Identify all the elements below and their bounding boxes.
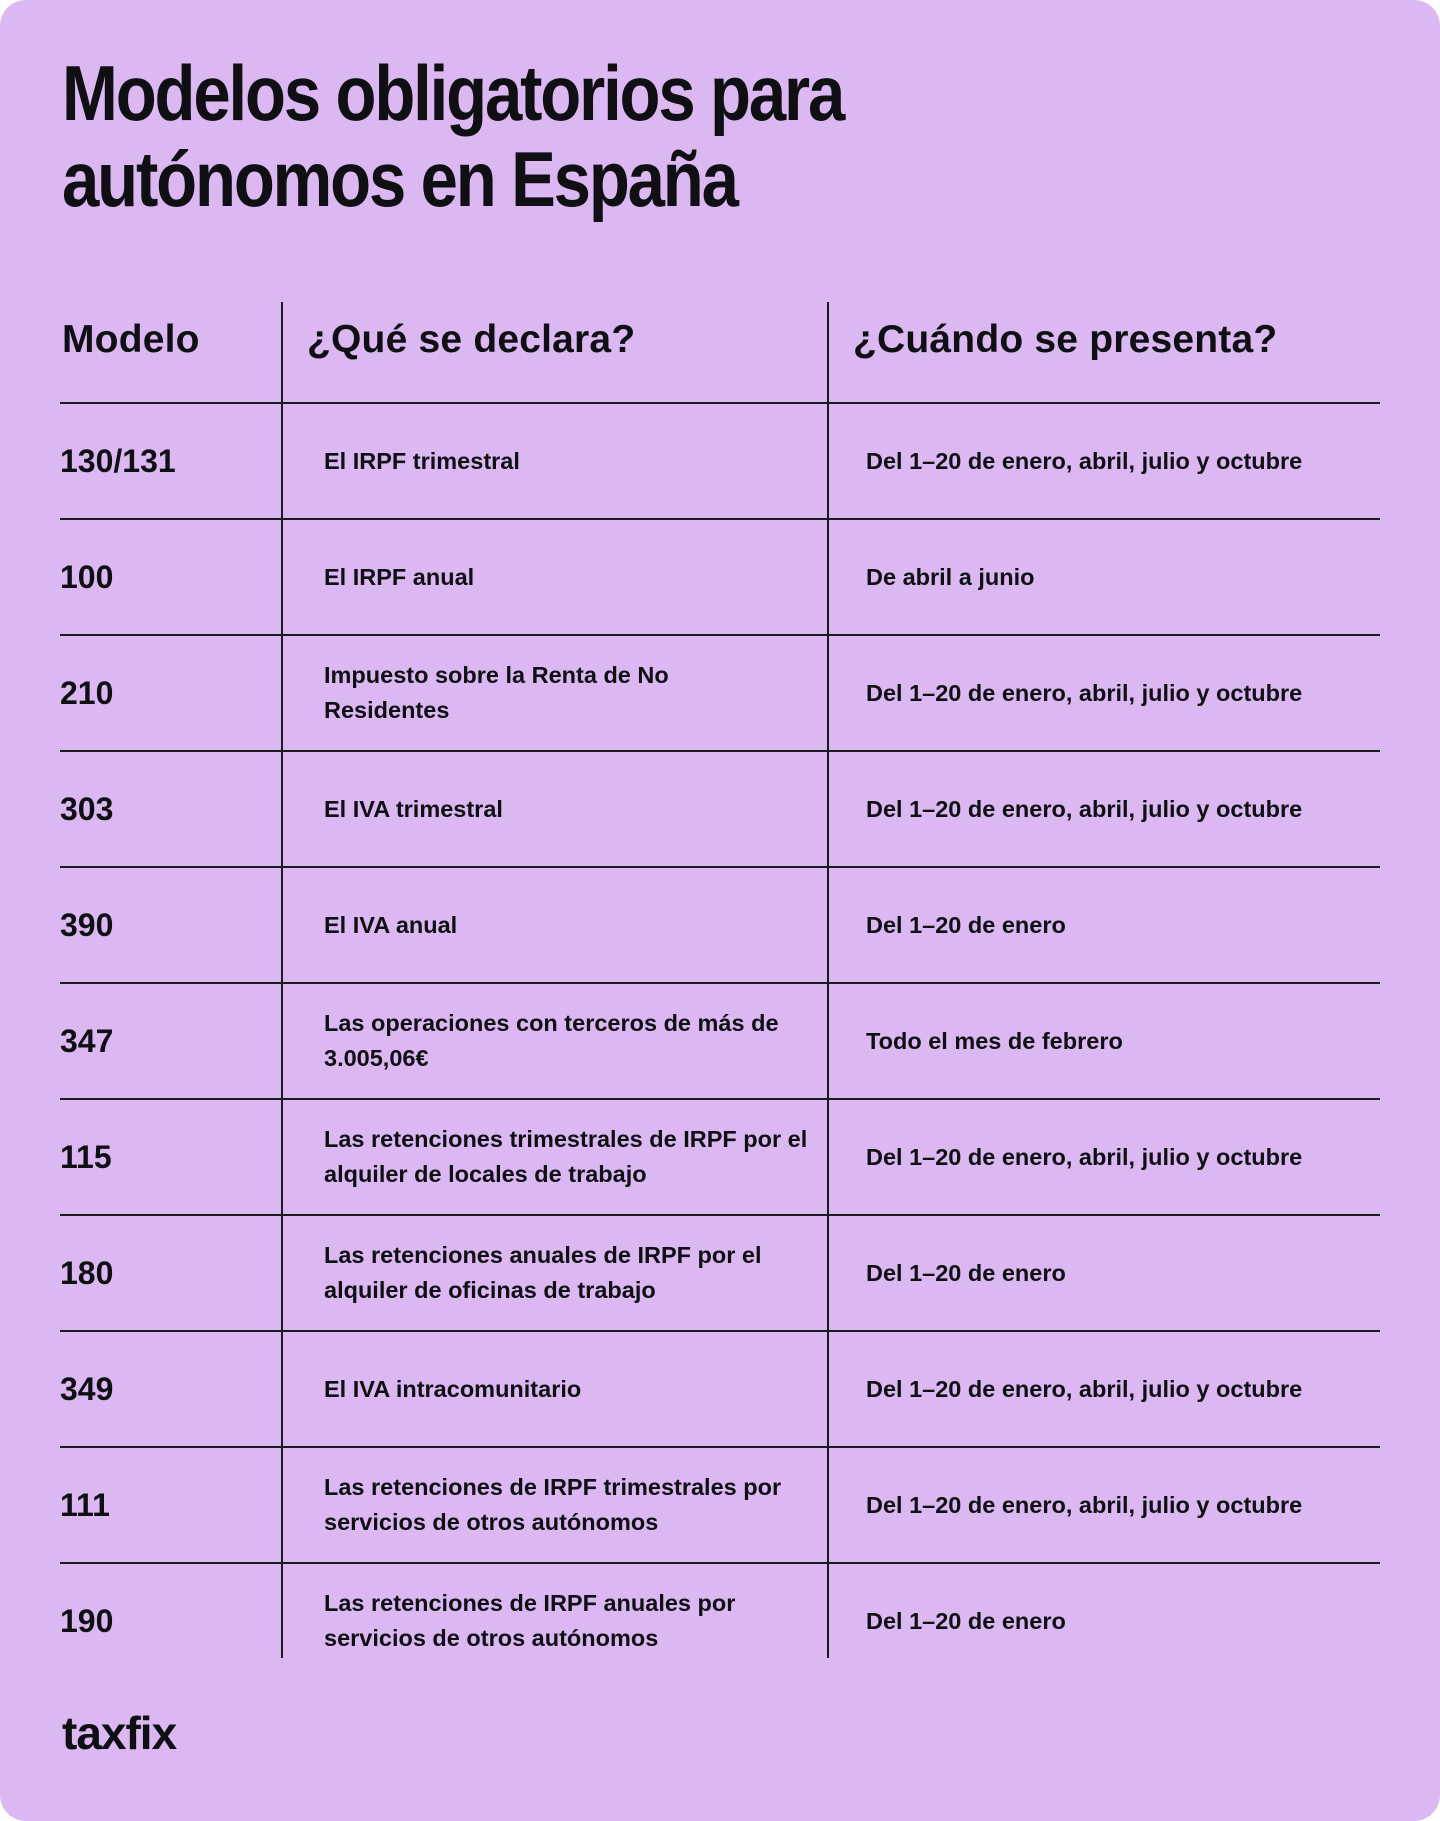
what-declared: El IVA intracomunitario [324,1375,582,1402]
table-row [60,868,1380,984]
models-table [60,302,1380,1678]
filing-period: Del 1–20 de enero [866,1259,1066,1286]
what-declared: Las operaciones con terceros de más de 3.005,06€ [324,1010,779,1071]
table-row [60,1448,1380,1564]
model-number: 180 [60,1254,114,1291]
title-line-2: autónomos en España [62,135,737,223]
model-number: 210 [60,674,114,711]
model-number: 390 [60,906,114,943]
table-row [60,1332,1380,1448]
model-number: 190 [60,1602,114,1639]
filing-period: Del 1–20 de enero, abril, julio y octubre [866,1375,1303,1402]
filing-period: Del 1–20 de enero [866,1607,1066,1634]
table-row [60,1100,1380,1216]
filing-period: Del 1–20 de enero, abril, julio y octubre [866,679,1303,706]
page-title [62,50,843,222]
header-modelo: Modelo [62,318,200,361]
model-number: 349 [60,1370,114,1407]
filing-period: Del 1–20 de enero [866,911,1066,938]
filing-period: Del 1–20 de enero, abril, julio y octubre [866,795,1303,822]
model-number: 111 [60,1486,110,1523]
what-declared: El IRPF trimestral [324,447,520,474]
filing-period: Todo el mes de febrero [866,1027,1123,1054]
model-number: 100 [60,558,114,595]
table-row [60,752,1380,868]
what-declared: El IVA anual [324,911,458,938]
what-declared: El IRPF anual [324,563,475,590]
filing-period: De abril a junio [866,563,1035,590]
model-number: 347 [60,1022,114,1059]
table-row [60,404,1380,520]
table-row [60,636,1380,752]
what-declared: Las retenciones de IRPF trimestrales por servicios de otros autónomos [324,1474,782,1535]
header-cuando-se-presenta: ¿Cuándo se presenta? [853,318,1278,361]
filing-period: Del 1–20 de enero, abril, julio y octubre [866,447,1303,474]
model-number: 303 [60,790,114,827]
what-declared: Impuesto sobre la Renta de No Residentes [324,662,669,723]
what-declared: El IVA trimestral [324,795,503,822]
filing-period: Del 1–20 de enero, abril, julio y octubre [866,1143,1303,1170]
model-number: 115 [60,1138,112,1175]
filing-period: Del 1–20 de enero, abril, julio y octubre [866,1491,1303,1518]
what-declared: Las retenciones trimestrales de IRPF por el alquiler de locales de trabajo [324,1126,808,1187]
model-number: 130/131 [60,442,176,479]
table-row [60,984,1380,1100]
what-declared: Las retenciones de IRPF anuales por servicios de otros autónomos [324,1590,736,1651]
title-line-1: Modelos obligatorios para [62,49,844,137]
table-row [60,1216,1380,1332]
header-que-se-declara: ¿Qué se declara? [307,318,636,361]
what-declared: Las retenciones anuales de IRPF por el alquiler de oficinas de trabajo [324,1242,762,1303]
table-row [60,1564,1380,1678]
table-row [60,520,1380,636]
taxfix-logo: taxfix [62,1707,177,1759]
table-header-row [60,302,1380,404]
